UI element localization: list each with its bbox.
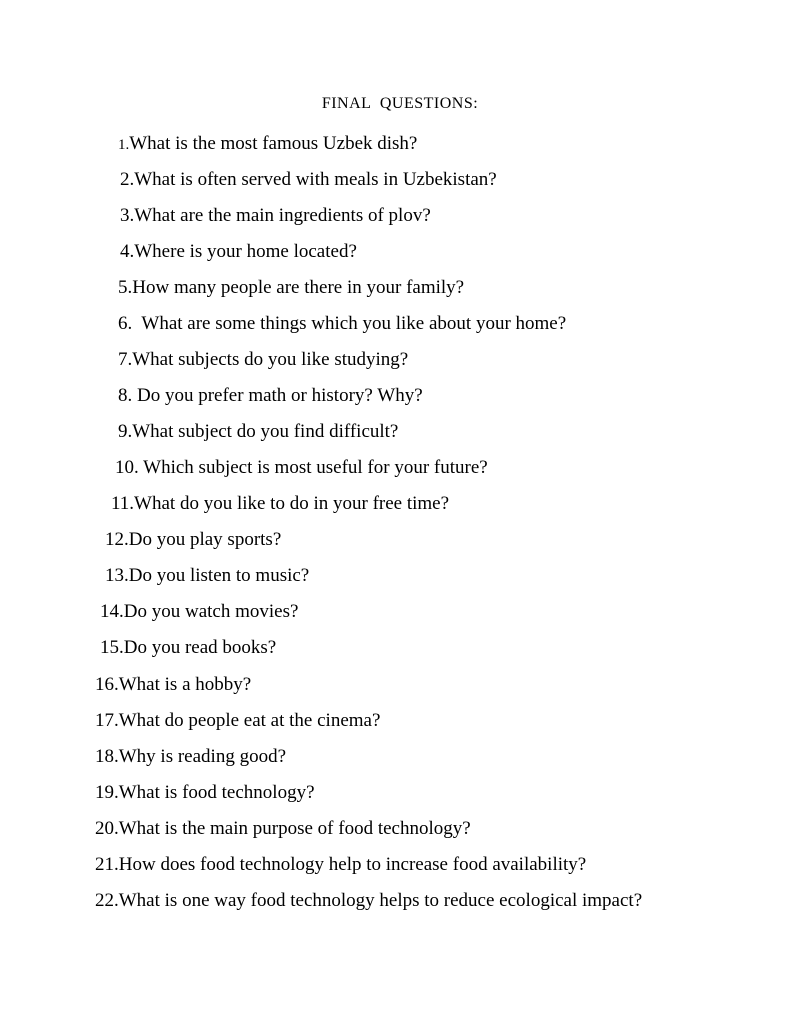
question-number: 13.: [105, 565, 129, 586]
question-number: 5.: [118, 277, 133, 298]
page-title: FINAL QUESTIONS:: [321, 95, 479, 112]
question-number: 8.: [118, 385, 133, 406]
question-number: 1.: [118, 137, 130, 153]
question-number: 22.: [95, 890, 119, 911]
question-item: [95, 854, 586, 876]
question-text: Where is your home located?: [134, 241, 357, 262]
question-item: [120, 169, 497, 191]
question-number: 9.: [118, 421, 133, 442]
question-number: 20.: [95, 818, 119, 839]
question-text: Why is reading good?: [118, 746, 287, 767]
question-item: [120, 241, 357, 263]
question-number: 4.: [120, 241, 135, 262]
question-item: [100, 601, 298, 623]
question-text: What do you like to do in your free time?: [134, 493, 450, 514]
question-item: [111, 493, 449, 515]
question-text: Do you prefer math or history? Why?: [132, 385, 423, 406]
question-item: [115, 457, 488, 479]
question-item: [118, 313, 566, 335]
question-item: [95, 746, 286, 768]
question-text: Which subject is most useful for your future?: [138, 457, 488, 478]
question-number: 11.: [111, 493, 135, 514]
question-item: [118, 277, 464, 299]
question-item: [95, 782, 315, 804]
question-text: What is a hobby?: [118, 674, 252, 695]
question-text: What is one way food technology helps to reduce ecological impact?: [118, 890, 643, 911]
question-item: [105, 565, 309, 587]
question-text: What subjects do you like studying?: [132, 349, 409, 370]
question-item: [95, 710, 380, 732]
question-text: What do people eat at the cinema?: [118, 710, 381, 731]
question-number: 14.: [100, 601, 124, 622]
question-text: Do you read books?: [123, 637, 277, 658]
question-text: How many people are there in your family?: [132, 277, 465, 298]
question-number: 12.: [105, 529, 129, 550]
question-number: 18.: [95, 746, 119, 767]
question-text: What is food technology?: [118, 782, 315, 803]
question-number: 2.: [120, 169, 135, 190]
question-item: [118, 385, 423, 407]
question-item: [100, 637, 276, 659]
question-number: 16.: [95, 674, 119, 695]
question-item: [118, 349, 408, 371]
question-item: [95, 890, 642, 912]
question-item: [118, 421, 398, 443]
question-text: Do you listen to music?: [128, 565, 310, 586]
question-number: 15.: [100, 637, 124, 658]
question-number: 3.: [120, 205, 135, 226]
question-text: What subject do you find difficult?: [132, 421, 399, 442]
question-number: 6.: [118, 313, 133, 334]
question-text: What are some things which you like about your home?: [132, 313, 567, 334]
question-text: What is often served with meals in Uzbekistan?: [134, 169, 497, 190]
question-number: 10.: [115, 457, 139, 478]
question-text: How does food technology help to increase food availability?: [118, 854, 587, 875]
question-number: 19.: [95, 782, 119, 803]
question-text: What is the most famous Uzbek dish?: [129, 133, 418, 154]
question-text: What are the main ingredients of plov?: [134, 205, 431, 226]
question-number: 21.: [95, 854, 119, 875]
question-number: 17.: [95, 710, 119, 731]
question-item: [105, 529, 281, 551]
question-item: [95, 674, 251, 696]
question-text: Do you watch movies?: [123, 601, 299, 622]
question-number: 7.: [118, 349, 133, 370]
question-item: [118, 133, 417, 156]
question-text: What is the main purpose of food technology?: [118, 818, 471, 839]
question-text: Do you play sports?: [128, 529, 282, 550]
question-item: [120, 205, 431, 227]
question-item: [95, 818, 471, 840]
